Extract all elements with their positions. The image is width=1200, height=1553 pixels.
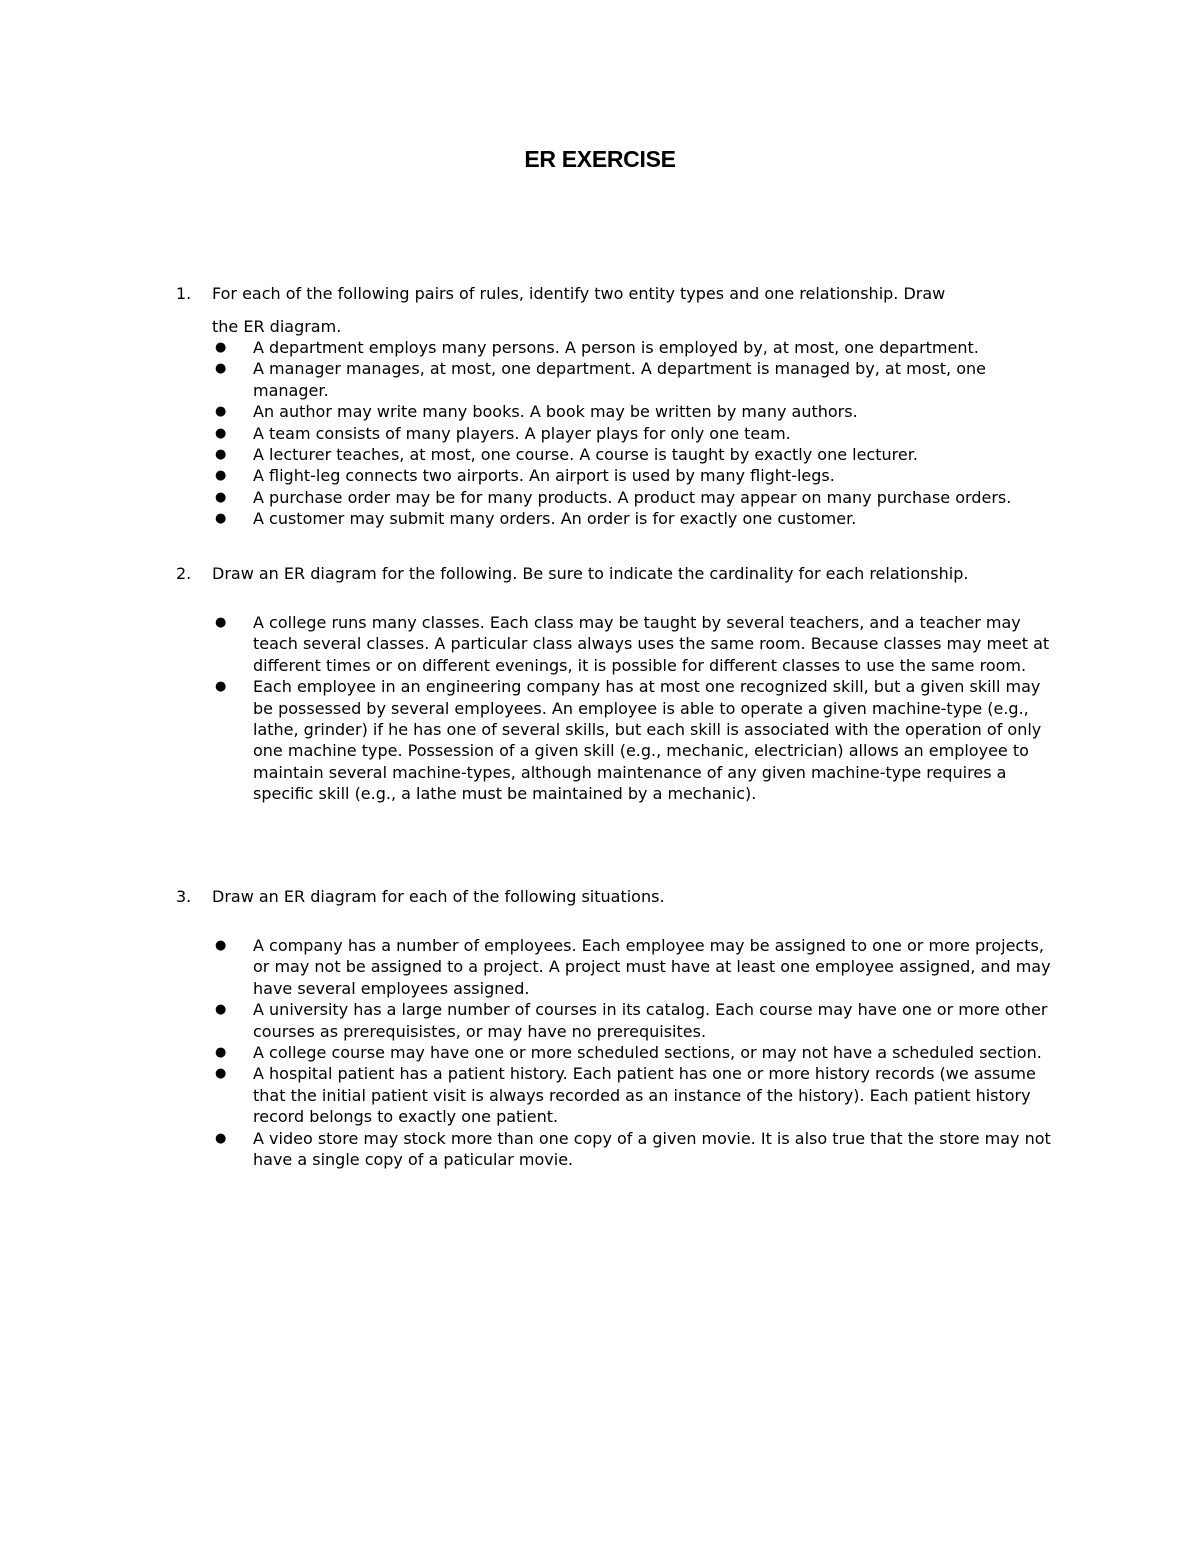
bullet-icon: ● xyxy=(215,489,227,505)
list-item xyxy=(215,999,1065,1042)
bullet-icon: ● xyxy=(215,1130,227,1146)
bullet-icon: ● xyxy=(215,1066,227,1082)
exercise-instruction: For each of the following pairs of rules, identify two entity types and one relationship. Draw xyxy=(212,284,946,303)
list-item-text: A manager manages, at most, one department. A department is managed by, at most, one manager. xyxy=(253,359,986,400)
bullet-icon: ● xyxy=(215,938,227,953)
list-item-text: An author may write many books. A book may be written by many authors. xyxy=(253,402,858,422)
exercise-instruction: Draw an ER diagram for each of the following situations. xyxy=(212,887,665,906)
list-item xyxy=(215,1063,1065,1127)
exercise-instruction: Draw an ER diagram for the following. Be sure to indicate the cardinality for each relationship. xyxy=(212,564,969,583)
bullet-icon: ● xyxy=(215,679,227,695)
bullet-icon: ● xyxy=(215,511,227,527)
list-item xyxy=(215,423,1065,444)
list-item-text: A video store may stock more than one copy of a given movie. It is also true that the store may not have a single copy of a paticular movie. xyxy=(253,1128,1051,1170)
exercise-1-heading xyxy=(0,283,1200,304)
bullet-icon: ● xyxy=(215,1002,227,1018)
exercise-1 xyxy=(0,283,1200,530)
exercise-2 xyxy=(0,563,1200,805)
list-item xyxy=(215,1042,1065,1063)
bullet-icon: ● xyxy=(215,468,227,484)
exercise-number: 2. xyxy=(176,564,192,583)
list-item-text: A company has a number of employees. Each employee may be assigned to one or more projects, or may not be assigned to a project. A project must have at least one employee assigned, and may have several employees assigned. xyxy=(253,936,1051,998)
list-item-text: A department employs many persons. A person is employed by, at most, one department. xyxy=(253,338,979,357)
exercise-3 xyxy=(0,886,1200,1170)
list-item-text: A flight-leg connects two airports. An airport is used by many flight-legs. xyxy=(253,466,835,486)
exercise-2-heading xyxy=(0,563,1200,584)
list-item xyxy=(215,401,1065,422)
list-item xyxy=(215,444,1065,465)
list-item xyxy=(215,1128,1065,1171)
exercise-3-list xyxy=(0,935,1200,1170)
list-item xyxy=(215,508,1065,529)
list-item xyxy=(215,358,1065,401)
list-item xyxy=(215,935,1065,999)
list-item-text: A college course may have one or more scheduled sections, or may not have a scheduled section. xyxy=(253,1043,1042,1063)
exercise-2-list xyxy=(0,612,1200,805)
list-item xyxy=(215,337,1065,358)
exercise-instruction-cont: the ER diagram. xyxy=(212,317,342,336)
bullet-icon: ● xyxy=(215,340,227,355)
bullet-icon: ● xyxy=(215,615,227,630)
list-item-text: A lecturer teaches, at most, one course. A course is taught by exactly one lecturer. xyxy=(253,445,918,465)
list-item xyxy=(215,676,1065,804)
bullet-icon: ● xyxy=(215,1045,227,1061)
exercise-1-list xyxy=(0,337,1200,530)
exercise-number: 3. xyxy=(176,887,192,906)
bullet-icon: ● xyxy=(215,361,227,377)
list-item-text: A purchase order may be for many products. A product may appear on many purchase orders. xyxy=(253,487,1012,507)
exercise-number: 1. xyxy=(176,284,192,303)
list-item-text: A team consists of many players. A player plays for only one team. xyxy=(253,423,791,443)
bullet-icon: ● xyxy=(215,447,227,463)
bullet-icon: ● xyxy=(215,425,227,441)
bullet-icon: ● xyxy=(215,404,227,420)
list-item-text: A hospital patient has a patient history. Each patient has one or more history records (we assume that the initial patient visit is always recorded as an instance of the history). Each patient history record belongs to exactly one patient. xyxy=(253,1064,1036,1127)
list-item-text: A college runs many classes. Each class may be taught by several teachers, and a teacher may teach several classes. A particular class always uses the same room. Because classes may meet at different times or on different evenings, it is possible for different classes to use the same room. xyxy=(253,613,1050,675)
exercise-3-heading xyxy=(0,886,1200,907)
list-item xyxy=(215,612,1065,676)
list-item-text: Each employee in an engineering company has at most one recognized skill, but a given skill may be possessed by several employees. An employee is able to operate a given machine-type (e.g., lathe, grinder) if he has one of several skills, but each skill is associated with the operation of only one machine type. Possession of a given skill (e.g., mechanic, electrician) allows an employee to maintain several machine-types, although maintenance of any given machine-type requires a specific skill (e.g., a lathe must be maintained by a mechanic). xyxy=(253,677,1042,804)
list-item-text: A university has a large number of courses in its catalog. Each course may have one or more other courses as prerequisistes, or may have no prerequisites. xyxy=(253,1000,1048,1041)
list-item xyxy=(215,465,1065,486)
page-title: ER EXERCISE xyxy=(524,146,676,172)
list-item-text: A customer may submit many orders. An order is for exactly one customer. xyxy=(253,509,857,529)
list-item xyxy=(215,487,1065,508)
